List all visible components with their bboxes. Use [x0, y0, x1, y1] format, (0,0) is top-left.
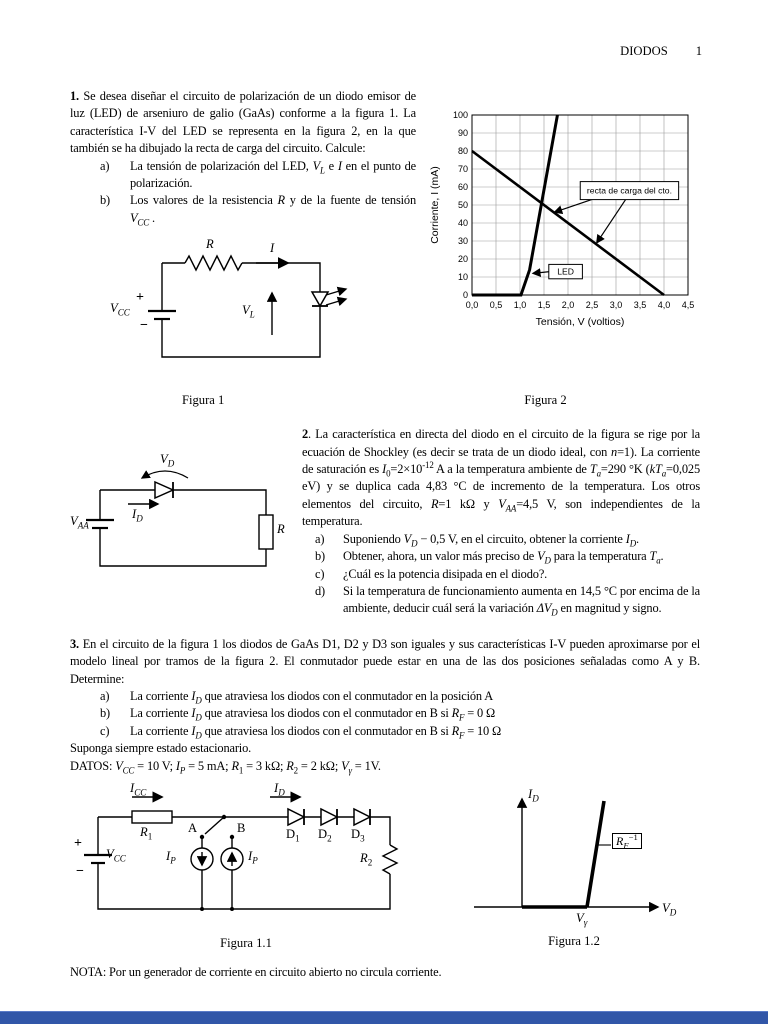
svg-text:90: 90: [457, 128, 468, 138]
header-page-number: 1: [695, 44, 702, 58]
fig11-label-R1: $R_1$: [140, 824, 153, 842]
fig-shockley-label-Vd: $V_D$: [160, 452, 175, 469]
figures-row: [70, 781, 700, 951]
figure-1-1-caption: Figura 1.1: [220, 935, 272, 950]
list-label: c): [100, 723, 110, 738]
fig1-minus-sign: −: [140, 318, 148, 334]
problem-1: [70, 88, 700, 408]
figure-1-circuit: [110, 235, 416, 385]
problem-1-intro: 1. Se desea diseñar el circuito de polarización de un diodo emisor de luz (LED) de arseniuro de galio (GaAs) conforme a la figura 1. La característica I-V del LED se representa en la figura 2, en la que también se ha dibujado la recta de carga del circuito. Calcule:: [70, 89, 416, 156]
fig11-minus-sign: −: [76, 863, 84, 879]
list-label: b): [100, 193, 111, 208]
svg-text:2,5: 2,5: [585, 300, 599, 310]
figure-1-1-column: [74, 781, 418, 951]
fig1-label-I: I: [270, 241, 275, 256]
problem-3: [70, 636, 700, 982]
problem-2-intro: 2. La característica en directa del diodo en el circuito de la figura se rige por la ecuación de Shockley (es decir se trata de un diodo ideal, con n=1). La corriente de saturación es $I_0=2\times 10^{-12}$ A a la temperatura ambiente de $T_a=290$ °K ($kT_a=0,025$ eV) y se duplica cada 4,83 °C de incremento de la temperatura. Los otros elementos del circuito, R=1 kΩ y $V_{AA}=4,5$ V, son independientes de la temperatura.: [302, 427, 700, 529]
svg-text:30: 30: [457, 236, 468, 246]
problem-3-item-c: [70, 723, 700, 740]
list-text: Si la temperatura de funcionamiento aumenta en 14,5 °C por encima de la ambiente, deducir cuál será la variación $\Delta V_D$ en magnitud y signo.: [343, 583, 700, 618]
list-label: d): [315, 583, 326, 598]
figure-captions-row-1: [70, 385, 700, 408]
fig12-label-Vd: $V_D$: [662, 900, 677, 918]
svg-text:Corriente, I (mA): Corriente, I (mA): [429, 166, 441, 244]
list-text: La corriente $I_D$ que atraviesa los diodos con el conmutador en B si $R_F = 10$ Ω: [130, 723, 502, 741]
fig12-label-Id: $I_D$: [528, 786, 539, 804]
list-text: ¿Cuál es la potencia disipada en el diodo?.: [343, 566, 548, 581]
fig11-label-Icc: $I_{CC}$: [130, 780, 147, 798]
svg-text:0: 0: [462, 290, 468, 300]
fig11-label-Ip-right: $I_P$: [248, 848, 258, 866]
fig11-label-D3: $D_3$: [351, 826, 365, 844]
list-text: La tensión de polarización del LED, $V_L$ e I en el punto de polarización.: [130, 158, 417, 191]
svg-text:0,5: 0,5: [489, 300, 503, 310]
svg-text:40: 40: [457, 218, 468, 228]
problem-3-item-b: [70, 705, 700, 722]
fig11-label-R2: $R_2$: [360, 850, 373, 868]
problem-3-note: Suponga siempre estado estacionario.: [70, 741, 252, 756]
problem-3-intro: 3. En el circuito de la figura 1 los diodos de GaAs D1, D2 y D3 son iguales y sus características I-V pueden aproximarse por el modelo lineal por tramos de la figura 2. El conmutador puede estar en una de las dos posiciones señaladas como A y B. Determine:: [70, 636, 700, 686]
svg-text:80: 80: [457, 146, 468, 156]
list-text: Los valores de la resistencia R y de la fuente de tensión $V_{CC}$ .: [130, 193, 416, 228]
problem-2-item-c: [302, 566, 700, 583]
svg-text:3,0: 3,0: [609, 300, 623, 310]
problem-1-item-a: [70, 158, 416, 193]
list-text: La corriente $I_D$ que atraviesa los diodos con el conmutador en B si $R_F = 0$ Ω: [130, 706, 496, 723]
fig11-label-B: B: [237, 820, 246, 835]
svg-text:60: 60: [457, 182, 468, 192]
fig11-label-Id: $I_D$: [274, 780, 285, 798]
document-content: [70, 88, 700, 981]
list-label: a): [100, 688, 110, 703]
led-bias-circuit-drawing: [110, 235, 360, 385]
svg-text:70: 70: [457, 164, 468, 174]
iv-chart: [426, 107, 700, 335]
problem-1-item-b: [70, 192, 416, 227]
svg-text:100: 100: [452, 110, 468, 120]
svg-text:1,0: 1,0: [513, 300, 527, 310]
taskbar[interactable]: [0, 1011, 768, 1024]
page-header: [620, 44, 702, 59]
figure-1-caption: Figura 1: [182, 393, 225, 408]
svg-text:4,0: 4,0: [657, 300, 671, 310]
problem-2-item-a: [302, 531, 700, 548]
figure-1-2-caption: Figura 1.2: [548, 933, 600, 948]
piecewise-diode-model-drawing: [460, 781, 688, 931]
list-label: b): [315, 549, 326, 564]
fig11-label-Vcc: $V_{CC}$: [106, 846, 126, 864]
fig-shockley-label-Vaa: $V_{AA}$: [70, 514, 89, 531]
svg-text:0,0: 0,0: [465, 300, 479, 310]
figure-2-chart: [426, 107, 700, 335]
list-label: b): [100, 706, 111, 721]
problem-3-datos: DATOS: $V_{CC} = 10$ V; $I_P = 5$ mA; $R_1 = 3$ kΩ; $R_2 = 2$ kΩ; $V_\gamma = 1V$.: [70, 758, 381, 776]
svg-text:LED: LED: [557, 266, 574, 277]
svg-text:4,5: 4,5: [681, 300, 695, 310]
fig-shockley-label-R: R: [277, 522, 285, 537]
figure-shockley-circuit: [70, 452, 292, 580]
list-label: a): [315, 531, 325, 546]
svg-text:20: 20: [457, 254, 468, 264]
svg-text:recta de carga del cto.: recta de carga del cto.: [586, 185, 672, 196]
fig12-label-Vgamma: $V_\gamma$: [576, 910, 588, 928]
svg-text:10: 10: [457, 272, 468, 282]
figure-1-2-graph: [460, 781, 688, 931]
fig11-label-Ip-left: $I_P$: [166, 848, 176, 866]
figure-1-2-column: [460, 781, 688, 949]
fig1-label-R: R: [206, 237, 214, 252]
header-title: DIODOS: [620, 44, 668, 58]
problem-3-item-a: [70, 688, 700, 705]
figure-2-caption: Figura 2: [524, 393, 567, 408]
svg-text:1,5: 1,5: [537, 300, 551, 310]
fig1-label-Vcc: $V_{CC}$: [110, 301, 130, 318]
nota-text: NOTA: Por un generador de corriente en circuito abierto no circula corriente.: [70, 964, 442, 979]
fig11-plus-sign: +: [74, 835, 82, 851]
svg-text:50: 50: [457, 200, 468, 210]
problem-2-item-b: [302, 548, 700, 565]
list-text: La corriente $I_D$ que atraviesa los diodos con el conmutador en la posición A: [130, 688, 494, 706]
figure-1-1-circuit: [74, 781, 414, 933]
list-text: Obtener, ahora, un valor más preciso de $V_D$ para la temperatura $T_a$.: [343, 549, 664, 566]
svg-text:Tensión, V (voltios): Tensión, V (voltios): [535, 316, 625, 328]
fig11-label-D1: $D_1$: [286, 826, 300, 844]
fig1-plus-sign: +: [136, 290, 144, 306]
list-text: Suponiendo $V_D - 0,5$ V, en el circuito, obtener la corriente $I_D$.: [343, 531, 639, 549]
list-label: c): [315, 566, 325, 581]
diode-circuit-drawing: [70, 452, 292, 580]
problem-2: [70, 426, 700, 617]
list-label: a): [100, 158, 110, 173]
svg-text:3,5: 3,5: [633, 300, 647, 310]
problem-2-item-d: [302, 583, 700, 618]
fig12-label-Rf-inverse: $R_F^{-1}$: [612, 833, 642, 849]
fig-shockley-label-Id: $I_D$: [132, 507, 143, 524]
svg-text:2,0: 2,0: [561, 300, 575, 310]
fig11-label-A: A: [188, 820, 198, 835]
fig11-label-D2: $D_2$: [318, 826, 332, 844]
fig1-label-Vl: $V_L$: [242, 303, 255, 320]
